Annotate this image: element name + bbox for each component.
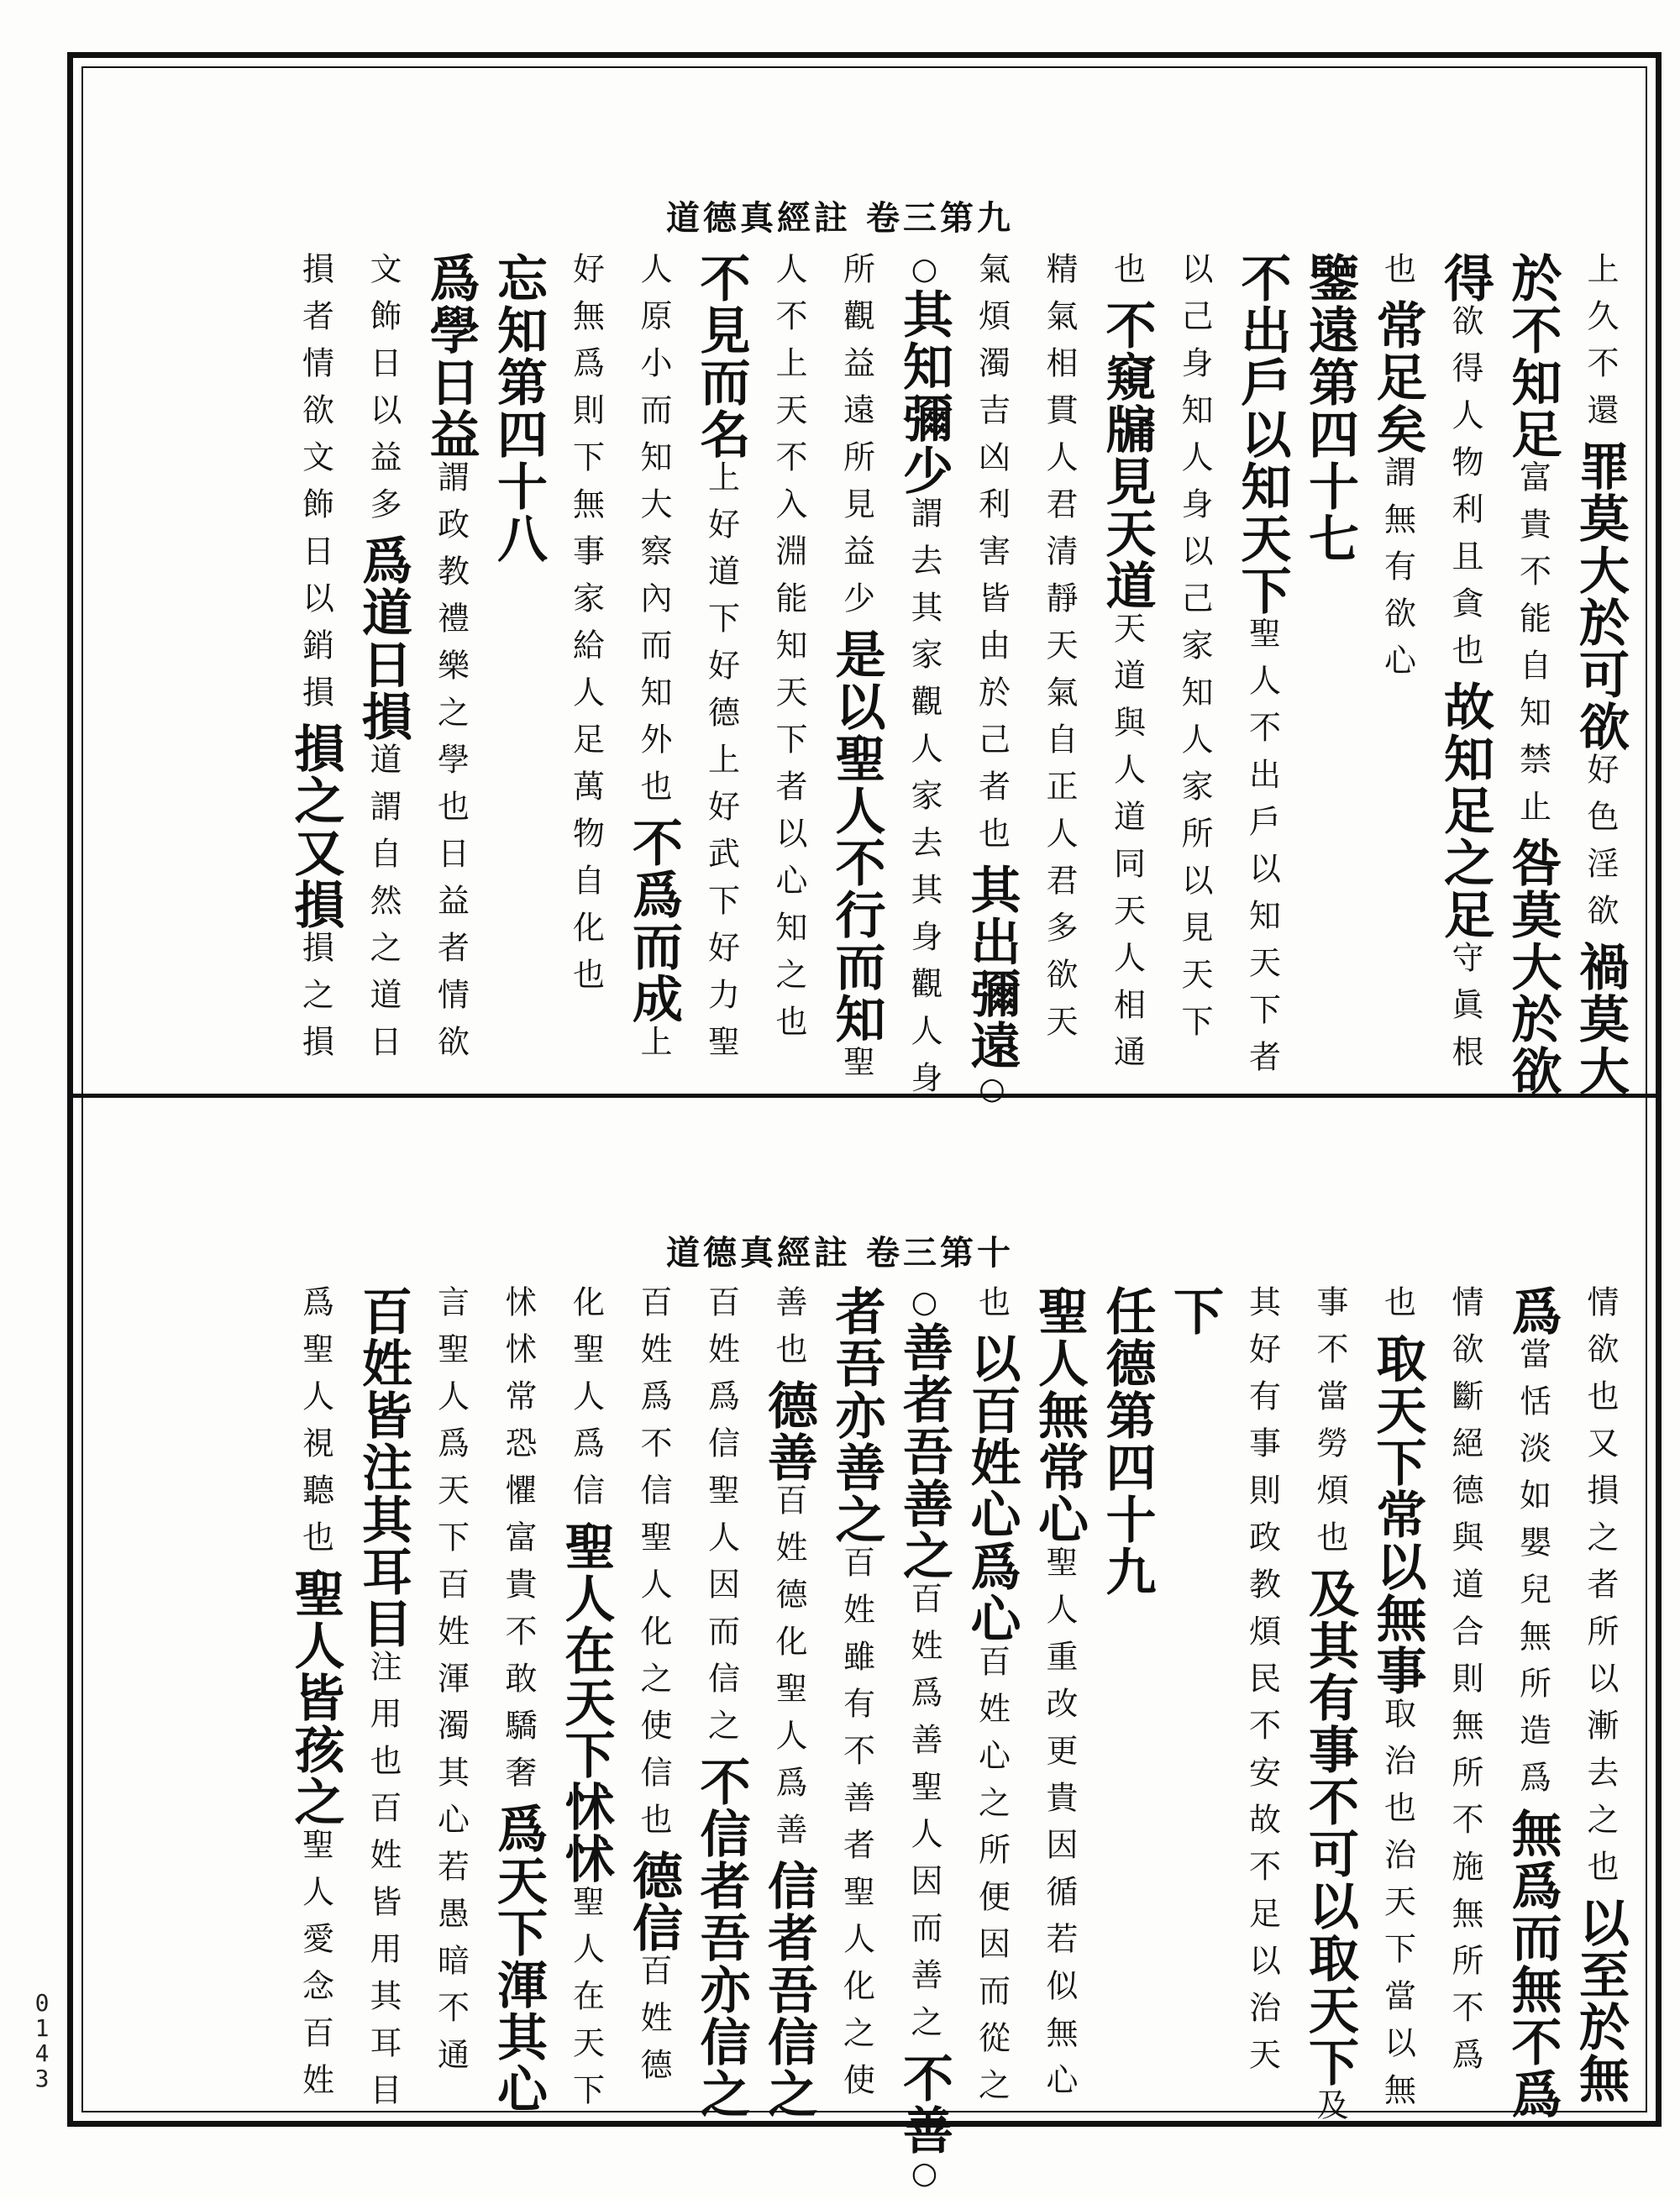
top-column [1300, 252, 1359, 564]
text-run: 聖人重改更貴因循若似無心 [1041, 1546, 1078, 2110]
bottom-column [759, 1285, 818, 2120]
top-column [897, 252, 951, 1108]
text-run: 守眞根 [1446, 941, 1483, 1082]
text-run: 欲得人物利且貪也 [1446, 304, 1483, 680]
text-run: 以己身知人身以己家知人家所以見天下 [1176, 252, 1213, 1052]
text-run: 百姓德 [635, 1954, 672, 2095]
bottom-column [1097, 1285, 1157, 1598]
text-run: 善者吾善之 [895, 1321, 953, 1582]
text-run: 者吾亦善之 [827, 1285, 886, 1546]
bottom-column [1236, 1285, 1289, 2085]
bottom-running-header: 道德真經註 卷三第十 [666, 1233, 1014, 1273]
bottom-column [489, 1285, 548, 2115]
text-run: ○ [907, 1285, 942, 1321]
text-run: 下 [1165, 1285, 1224, 1337]
text-run: 取治也治天下當以無 [1378, 1697, 1416, 2120]
text-run: 聖人愛念百姓 [297, 1828, 334, 2110]
text-run: 情欲也又損之者所以漸去之也 [1582, 1285, 1619, 1897]
text-run: 不善 [895, 2052, 953, 2156]
text-run: 不見而名 [691, 252, 751, 460]
text-run: 得 [1436, 252, 1494, 304]
bottom-column [897, 1285, 951, 2192]
text-run: 謂去其家觀人家去其身觀人身 [906, 496, 942, 1108]
text-run: 人不上天不入淵能知天下者以心知之也 [770, 252, 807, 1052]
top-column [827, 252, 886, 1092]
text-run: 聖人無常心 [1030, 1285, 1089, 1546]
text-run: 氣煩濁吉凶利害皆由於己者也 [973, 252, 1011, 863]
text-run: 精氣相貫人君清靜天氣自正人君多欲天 [1041, 252, 1078, 1052]
text-run: 百姓雖有不善者聖人化之使 [837, 1546, 875, 2110]
text-run: 化聖人爲信 [567, 1285, 605, 1520]
text-run: 不信者吾亦信之 [691, 1756, 751, 2120]
top-column [286, 252, 345, 1072]
text-run: 取天下常以無事 [1368, 1332, 1427, 1697]
top-column [489, 252, 548, 564]
section-divider [73, 1094, 1656, 1098]
text-run: ○ [974, 1072, 1010, 1108]
text-run: 怵怵常恐懼富貴不敢驕奢 [500, 1285, 537, 1803]
text-run: 百姓德化聖人爲善 [770, 1483, 807, 1860]
text-run: 謂無有欲心 [1378, 455, 1416, 690]
text-run: 上 [635, 1025, 672, 1072]
text-run: 注用也百姓皆用其耳目 [365, 1650, 402, 2120]
text-run: 是以聖人不行而知 [827, 628, 886, 1045]
text-run: 聖人不出戶以知天下者 [1243, 617, 1281, 1087]
bottom-column [424, 1285, 478, 2085]
text-run: 也 [1108, 252, 1146, 299]
text-run: 罪莫大於可欲 [1571, 440, 1630, 753]
text-run: 情欲斷絕德與道合則無所不施無所不爲 [1446, 1285, 1483, 2085]
text-run: 百姓爲善聖人因而善之 [906, 1582, 942, 2052]
bottom-column [962, 1285, 1021, 2115]
top-column [1032, 252, 1086, 1052]
text-run: ○ [907, 252, 942, 288]
text-run: 道謂自然之道日 [365, 743, 402, 1072]
text-run: 聖 [837, 1045, 875, 1092]
top-column [421, 252, 480, 1072]
text-run: 及其有事不可以取天下 [1300, 1567, 1359, 2088]
bottom-column [624, 1285, 683, 2095]
text-run: 爲道日損 [354, 534, 412, 743]
text-run: 以百姓心爲心 [962, 1332, 1021, 1645]
bottom-column [1503, 1285, 1562, 2120]
text-run: 任德第四十九 [1097, 1285, 1157, 1598]
text-run: 人原小而知大察內而知外也 [635, 252, 672, 816]
top-column [962, 252, 1021, 1108]
text-run: 百姓皆注其耳目 [354, 1285, 412, 1650]
text-run: 也 [1378, 1285, 1416, 1332]
text-run: 善也 [770, 1285, 807, 1379]
bottom-column [286, 1285, 345, 2110]
top-column [1438, 252, 1492, 1082]
text-run: 德善 [759, 1379, 818, 1483]
text-run: 百姓心之所便因而從之 [973, 1645, 1011, 2115]
bottom-column [1030, 1285, 1089, 2110]
text-run: 損之又損 [286, 722, 345, 931]
text-run: 其知彌少 [895, 288, 953, 496]
top-column [762, 252, 816, 1052]
text-run: 忘知第四十八 [489, 252, 548, 564]
text-run: 損者情欲文飾日以銷損 [297, 252, 334, 722]
bottom-column [1571, 1285, 1630, 2105]
text-run: 爲聖人視聽也 [297, 1285, 334, 1567]
text-run: 損之損 [297, 931, 334, 1072]
text-run: 信者吾信之 [759, 1860, 818, 2120]
top-column [1368, 252, 1427, 690]
text-run: 百姓爲信聖人因而信之 [702, 1285, 740, 1756]
text-run: 爲天下渾其心 [489, 1803, 548, 2115]
text-run: 其好有事則政教煩民不安故不足以治天 [1243, 1285, 1281, 2085]
bottom-column [556, 1285, 616, 2120]
text-run: 常足矣 [1368, 299, 1427, 455]
text-run: 聖人皆孩之 [286, 1567, 345, 1828]
text-run: 言聖人爲天下百姓渾濁其心若愚暗不通 [432, 1285, 470, 2085]
text-run: 不出戶以知天下 [1232, 252, 1292, 617]
top-column [624, 252, 683, 1072]
top-running-header: 道德真經註 卷三第九 [666, 198, 1014, 238]
text-run: 聖人在天下 [567, 1885, 605, 2120]
text-run: 及 [1311, 2088, 1348, 2135]
text-run: 其出彌遠 [962, 863, 1021, 1072]
text-run: 禍莫大 [1571, 941, 1630, 1097]
text-run: 爲學日益 [421, 252, 480, 460]
top-column [691, 252, 751, 1072]
bottom-column [691, 1285, 751, 2120]
top-column [1503, 252, 1562, 1097]
text-run: 以至於無 [1571, 1897, 1630, 2105]
text-run: 好無爲則下無事家給人足萬物自化也 [567, 252, 605, 1005]
text-run: 當恬淡如嬰兒無所造爲 [1514, 1337, 1551, 1808]
text-run: 鑒遠第四十七 [1300, 252, 1359, 564]
margin-page-number: 0143 [34, 1989, 50, 2092]
top-column [1168, 252, 1221, 1052]
top-column [1232, 252, 1292, 1087]
text-run: 文飾日以益多 [365, 252, 402, 534]
top-column [559, 252, 613, 1005]
top-column [356, 252, 410, 1072]
text-run: 好色淫欲 [1582, 753, 1619, 941]
text-run: 百姓爲不信聖人化之使信也 [635, 1285, 672, 1850]
text-run: 富貴不能自知禁止 [1514, 460, 1551, 837]
bottom-column [356, 1285, 410, 2120]
top-column [1571, 252, 1630, 1097]
text-run: 謂政教禮樂之學也日益者情欲 [432, 460, 470, 1072]
text-run: 天道與人道同天人相通 [1108, 611, 1146, 1082]
text-run: 咎莫大於欲 [1503, 837, 1562, 1097]
text-run: 爲 [1503, 1285, 1562, 1337]
text-run: 德信 [624, 1850, 683, 1954]
text-run: 上久不還 [1582, 252, 1619, 440]
text-run: 不窺牖見天道 [1097, 299, 1157, 611]
top-column [1097, 252, 1157, 1082]
text-run: 所觀益遠所見益少 [837, 252, 875, 628]
text-run: 不爲而成 [624, 816, 683, 1025]
text-run: 也 [1378, 252, 1416, 299]
bottom-column [1438, 1285, 1492, 2085]
bottom-column [1165, 1285, 1224, 1337]
text-run: 聖 [702, 1025, 740, 1072]
text-run: 無爲而無不爲 [1503, 1808, 1562, 2120]
text-run: 上好道下好德上好武下好力 [702, 460, 740, 1025]
text-run: ○ [907, 2156, 942, 2192]
text-run: 聖人在天下怵怵 [556, 1520, 616, 1885]
text-run: 也 [973, 1285, 1011, 1332]
text-run: 於不知足 [1503, 252, 1562, 460]
bottom-column [827, 1285, 886, 2110]
bottom-column [1368, 1285, 1427, 2120]
text-run: 故知足之足 [1436, 680, 1494, 941]
bottom-column [1300, 1285, 1359, 2135]
text-run: 事不當勞煩也 [1311, 1285, 1348, 1567]
